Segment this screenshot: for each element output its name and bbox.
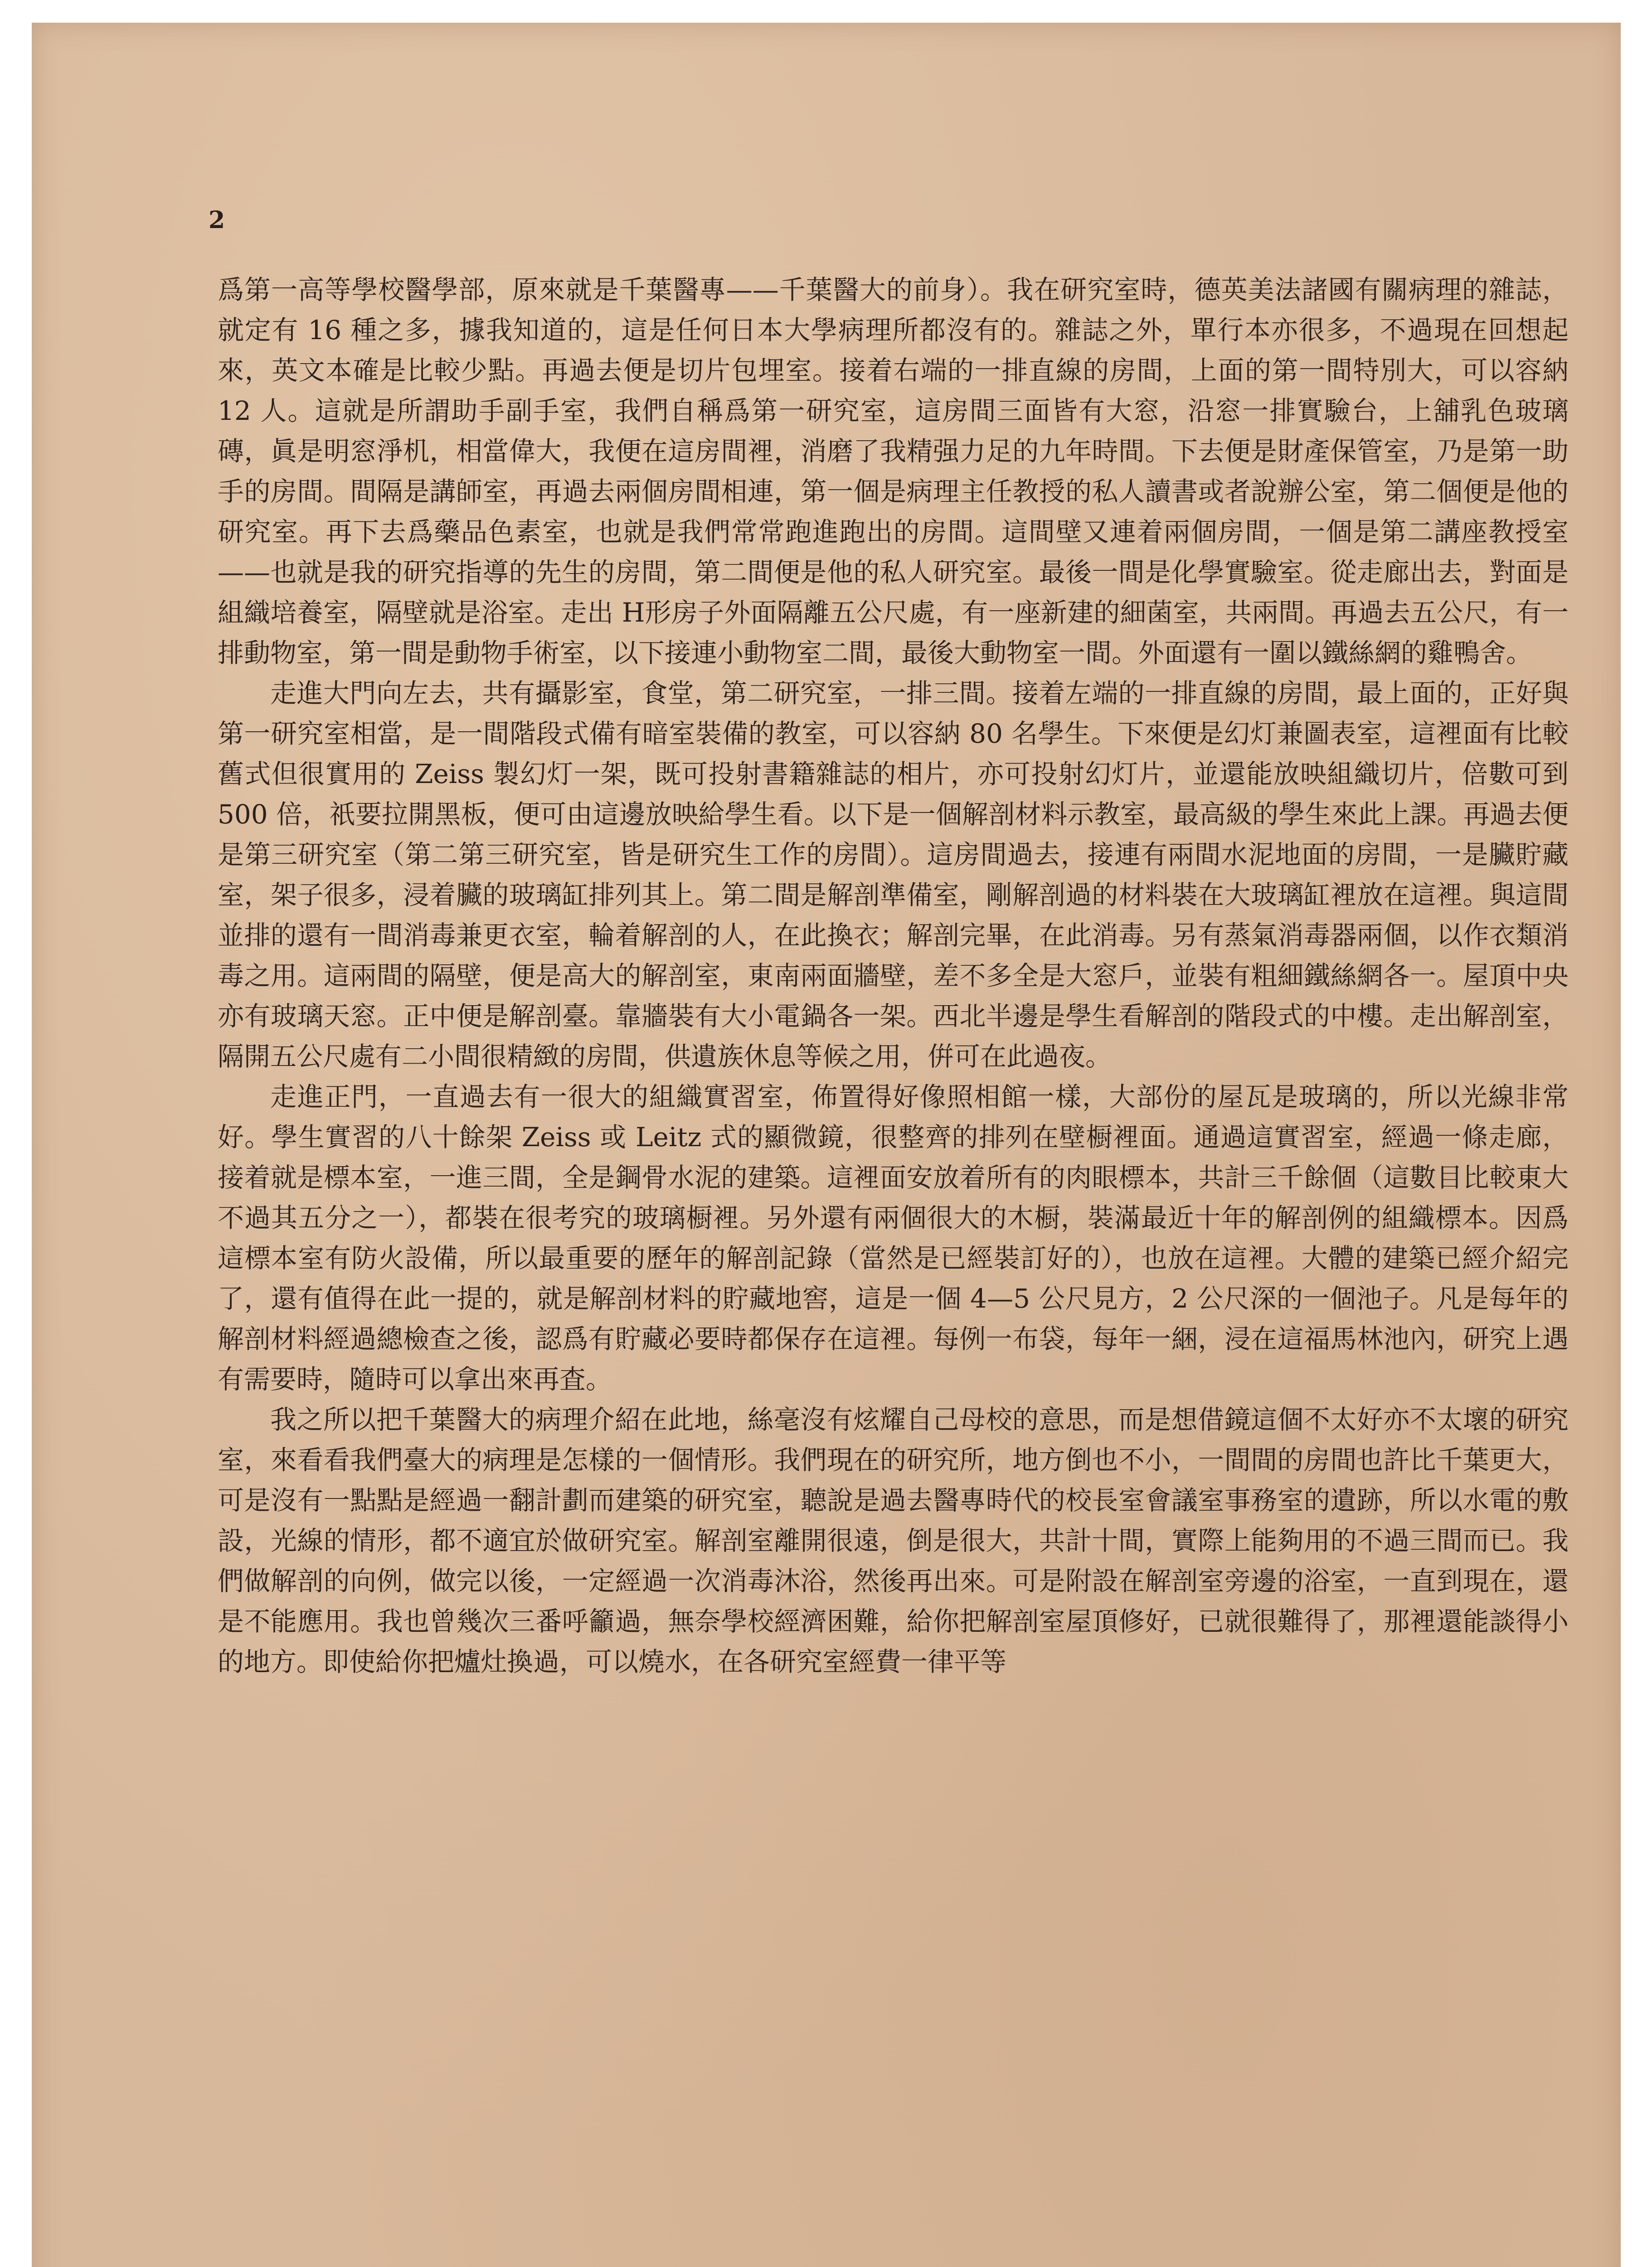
scanned-page: [32, 23, 1621, 2267]
paragraph: 走進大門向左去，共有攝影室，食堂，第二研究室，一排三間。接着左端的一排直線的房間，最上面的，正好與第一研究室相當，是一間階段式備有暗室裝備的教室，可以容納 80 名學生。下來便是幻灯兼圖表室，這裡面有比較舊式但很實用的 Zeiss 製幻灯一架，既可投射書籍雜誌的相片，亦可投射幻灯片，並還能放映組織切片，倍數可到 500 倍，祇要拉開黑板，便可由這邊放映給學生看。以下是一個解剖材料示教室，最高級的學生來此上課。再過去便是第三研究室（第二第三研究室，皆是研究生工作的房間）。這房間過去，接連有兩間水泥地面的房間，一是臟貯藏室，架子很多，浸着臟的玻璃缸排列其上。第二間是解剖準備室，剛解剖過的材料裝在大玻璃缸裡放在這裡。與這間並排的還有一間消毒兼更衣室，輪着解剖的人，在此換衣；解剖完畢，在此消毒。另有蒸氣消毒器兩個，以作衣類消毒之用。這兩間的隔壁，便是高大的解剖室，東南兩面牆壁，差不多全是大窓戶，並裝有粗細鐵絲網各一。屋頂中央亦有玻璃天窓。正中便是解剖臺。靠牆裝有大小電鍋各一架。西北半邊是學生看解剖的階段式的中樓。走出解剖室，隔開五公尺處有二小間很精緻的房間，供遺族休息等候之用，倂可在此過夜。: [218, 678, 1569, 1072]
body-text: [218, 270, 1569, 1682]
paragraph: 我之所以把千葉醫大的病理介紹在此地，絲毫沒有炫耀自己母校的意思，而是想借鏡這個不太好亦不太壞的研究室，來看看我們臺大的病理是怎樣的一個情形。我們現在的研究所，地方倒也不小，一間間的房間也許比千葉更大，可是沒有一點點是經過一翻計劃而建築的研究室，聽說是過去醫專時代的校長室會議室事務室的遺跡，所以水電的敷設，光線的情形，都不適宜於做研究室。解剖室離開很遠，倒是很大，共計十間，實際上能夠用的不過三間而已。我們做解剖的向例，做完以後，一定經過一次消毒沐浴，然後再出來。可是附設在解剖室旁邊的浴室，一直到現在，還是不能應用。我也曾幾次三番呼籲過，無奈學校經濟困難，給你把解剖室屋頂修好，已就很難得了，那裡還能談得小的地方。即使給你把爐灶換過，可以燒水，在各研究室經費一律平等: [218, 1404, 1569, 1677]
paragraph: 走進正門，一直過去有一很大的組織實習室，佈置得好像照相館一樣，大部份的屋瓦是玻璃的，所以光線非常好。學生實習的八十餘架 Zeiss 或 Leitz 式的顯微鏡，很整齊的排列在壁橱裡面。通過這實習室，經過一條走廊，接着就是標本室，一進三間，全是鋼骨水泥的建築。這裡面安放着所有的肉眼標本，共計三千餘個（這數目比較東大不過其五分之一），都裝在很考究的玻璃橱裡。另外還有兩個很大的木橱，裝滿最近十年的解剖例的組織標本。因爲這標本室有防火設備，所以最重要的歷年的解剖記錄（當然是已經裝訂好的），也放在這裡。大體的建築已經介紹完了，還有值得在此一提的，就是解剖材料的貯藏地窖，這是一個 4—5 公尺見方，2 公尺深的一個池子。凡是每年的解剖材料經過總檢查之後，認爲有貯藏必要時都保存在這裡。每例一布袋，每年一綑，浸在這福馬林池內，研究上遇有需要時，隨時可以拿出來再査。: [218, 1081, 1569, 1395]
paragraph: 爲第一高等學校醫學部，原來就是千葉醫專——千葉醫大的前身）。我在研究室時，德英美法諸國有關病理的雜誌，就定有 16 種之多，據我知道的，這是任何日本大學病理所都沒有的。雜誌之外，單行本亦很多，不過現在回想起來，英文本確是比較少點。再過去便是切片包埋室。接着右端的一排直線的房間，上面的第一間特別大，可以容納 12 人。這就是所謂助手副手室，我們自稱爲第一研究室，這房間三面皆有大窓，沿窓一排實驗台，上舖乳色玻璃磚，眞是明窓淨机，相當偉大，我便在這房間裡，消磨了我精强力足的九年時間。下去便是財產保管室，乃是第一助手的房間。間隔是講師室，再過去兩個房間相連，第一個是病理主任教授的私人讀書或者說辦公室，第二個便是他的研究室。再下去爲藥品色素室，也就是我們常常跑進跑出的房間。這間壁又連着兩個房間，一個是第二講座教授室——也就是我的研究指導的先生的房間，第二間便是他的私人研究室。最後一間是化學實驗室。從走廊出去，對面是組織培養室，隔壁就是浴室。走出 H形房子外面隔離五公尺處，有一座新建的細菌室，共兩間。再過去五公尺，有一排動物室，第一間是動物手術室，以下接連小動物室二間，最後大動物室一間。外面還有一圍以鐵絲網的雞鴨舍。: [218, 274, 1569, 668]
page-number: 2: [209, 206, 225, 234]
